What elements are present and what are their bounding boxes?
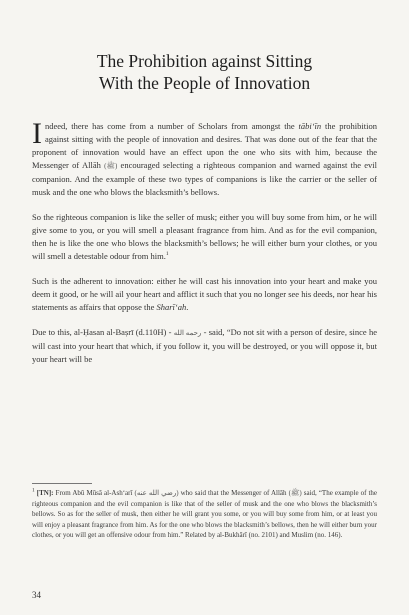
p1-text-c: encouraged selecting a righteous companion and warned against the evil companion. And the example of these two types of companions is like the carrier or the seller of musk and the one who blows the blacksmith’s bellows. bbox=[32, 160, 377, 197]
footnote-text-a: From Abū Mūsā al-Ash‘arī bbox=[53, 489, 135, 497]
p2-text: So the righteous companion is like the seller of musk; either you will buy some from him, or he will give some to you, or you will smell a pleasant fragrance from him. And as for the evil companion, then he is like the one who blows the blacksmith’s bellows; he will either burn your clothes, or you will smell a detestable odour from him. bbox=[32, 212, 377, 261]
honorific-salutation-footnote: (ﷺ) bbox=[288, 489, 302, 497]
footnote-number: 1 bbox=[32, 487, 35, 494]
p3-text-a: Such is the adherent to innovation: either he will cast his innovation into your heart and make you deem it good, or he will ail your heart and afflict it such that you no longer see his deeds, nor hear his statements as affairs that oppose the bbox=[32, 276, 377, 312]
honorific-salutation: (ﷺ) bbox=[104, 162, 118, 170]
footnote-text-c: said, “The example of the righteous companion and the evil companion is like that of the seller of musk and the one who blows the blacksmith’s bellows. So as for the seller of musk, then either he will grant you some, or you will buy some from him, or at least you will enjoy a pleasant fragrance from him. As for the one who blows the blacksmith’s bellows, then he will either burn your clothes, or you will get an offensive odour from him.” Related by al-Bukhārī (no. 2101) and Muslim (no. 146). bbox=[32, 489, 378, 540]
footnote-reference[interactable]: 1 bbox=[165, 251, 169, 258]
title-line-2: With the People of Innovation bbox=[98, 73, 311, 93]
p1-text-a: ndeed, there has come from a number of Scholars from amongst the bbox=[45, 121, 299, 131]
honorific-radiyallahu: (رضي الله عنه) bbox=[134, 489, 179, 497]
paragraph-4 bbox=[32, 326, 377, 366]
paragraph-1 bbox=[32, 117, 377, 199]
p4-text-b: - said, “Do not sit with a person of desire, since he will cast into your heart that which, if you follow it, you will be destroyed, or you will oppose it, but your heart will be bbox=[32, 327, 378, 364]
body-text bbox=[32, 117, 378, 378]
translator-note-tag: [TN]: bbox=[36, 489, 54, 497]
chapter-title bbox=[20, 50, 389, 94]
paragraph-2 bbox=[32, 211, 377, 263]
p3-text-b: . bbox=[186, 302, 189, 312]
p1-italic-term: tābi‘īn bbox=[298, 121, 322, 131]
p3-italic-term: Sharī‘ah bbox=[156, 302, 187, 312]
footnote-text-b: who said that the Messenger of Allāh bbox=[178, 489, 289, 497]
page-number: 34 bbox=[32, 590, 41, 600]
title-line-1: The Prohibition against Sitting bbox=[96, 51, 313, 71]
footnote-divider bbox=[32, 483, 92, 484]
honorific-rahimahullah: رحمه الله bbox=[173, 329, 202, 337]
p4-text-a: Due to this, al-Ḥasan al-Baṣrī (d.110H) - bbox=[32, 327, 174, 337]
p1-text-b: the prohibition against sitting with the people of innovation and desires. That was done out of the fear that the proponent of innovation would have an effect upon the one who sits with him, because the Messenger of Allāh bbox=[32, 121, 377, 170]
drop-cap: I bbox=[32, 117, 42, 150]
footnote bbox=[32, 488, 377, 541]
paragraph-3 bbox=[32, 275, 377, 314]
